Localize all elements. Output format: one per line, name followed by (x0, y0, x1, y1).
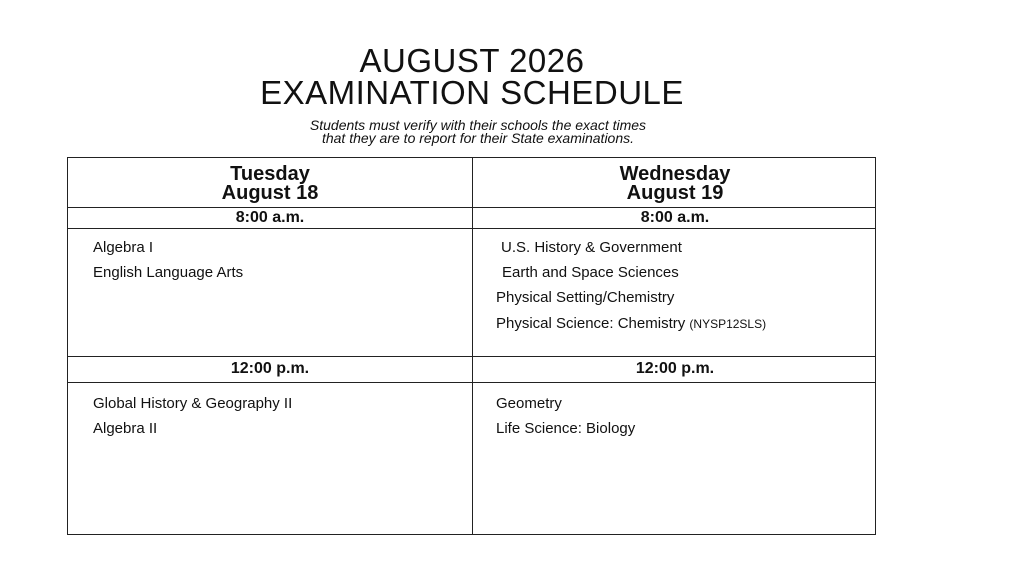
session-time-morning-wednesday: 8:00 a.m. (640, 209, 710, 226)
exam-item: Algebra II (93, 420, 158, 437)
notice-line1: Students must verify with their schools the exact times (309, 117, 647, 133)
exam-item: Physical Setting/Chemistry (496, 289, 675, 306)
schedule-title-line2: EXAMINATION SCHEDULE (260, 74, 684, 111)
row-divider (68, 382, 875, 383)
exam-item: Earth and Space Sciences (502, 264, 679, 281)
exam-item: English Language Arts (93, 264, 244, 281)
exam-item: Geometry (496, 395, 562, 412)
exam-item: Global History & Geography II (93, 395, 293, 412)
weekday-label: Tuesday (230, 163, 310, 185)
schedule-title-line1: AUGUST 2026 (359, 42, 585, 79)
row-divider (68, 228, 875, 229)
date-label: August 18 (221, 182, 319, 204)
exam-item: Life Science: Biology (496, 420, 636, 437)
exam-code: (NYSP12SLS) (689, 317, 767, 331)
notice-line2: that they are to report for their State examinations. (321, 130, 635, 146)
date-label: August 19 (626, 182, 724, 204)
exam-name: Physical Science: Chemistry (496, 315, 686, 332)
exam-item: U.S. History & Government (501, 239, 682, 256)
session-time-afternoon-tuesday: 12:00 p.m. (230, 360, 310, 377)
day-header-tuesday (68, 165, 472, 203)
session-time-morning-tuesday: 8:00 a.m. (235, 209, 305, 226)
weekday-label: Wednesday (619, 163, 731, 185)
exam-item (496, 315, 766, 332)
row-divider (68, 356, 875, 357)
session-time-afternoon-wednesday: 12:00 p.m. (635, 360, 715, 377)
row-divider (68, 207, 875, 208)
exam-item: Algebra I (93, 239, 154, 256)
day-header-wednesday (473, 165, 877, 203)
schedule-table (67, 157, 876, 535)
